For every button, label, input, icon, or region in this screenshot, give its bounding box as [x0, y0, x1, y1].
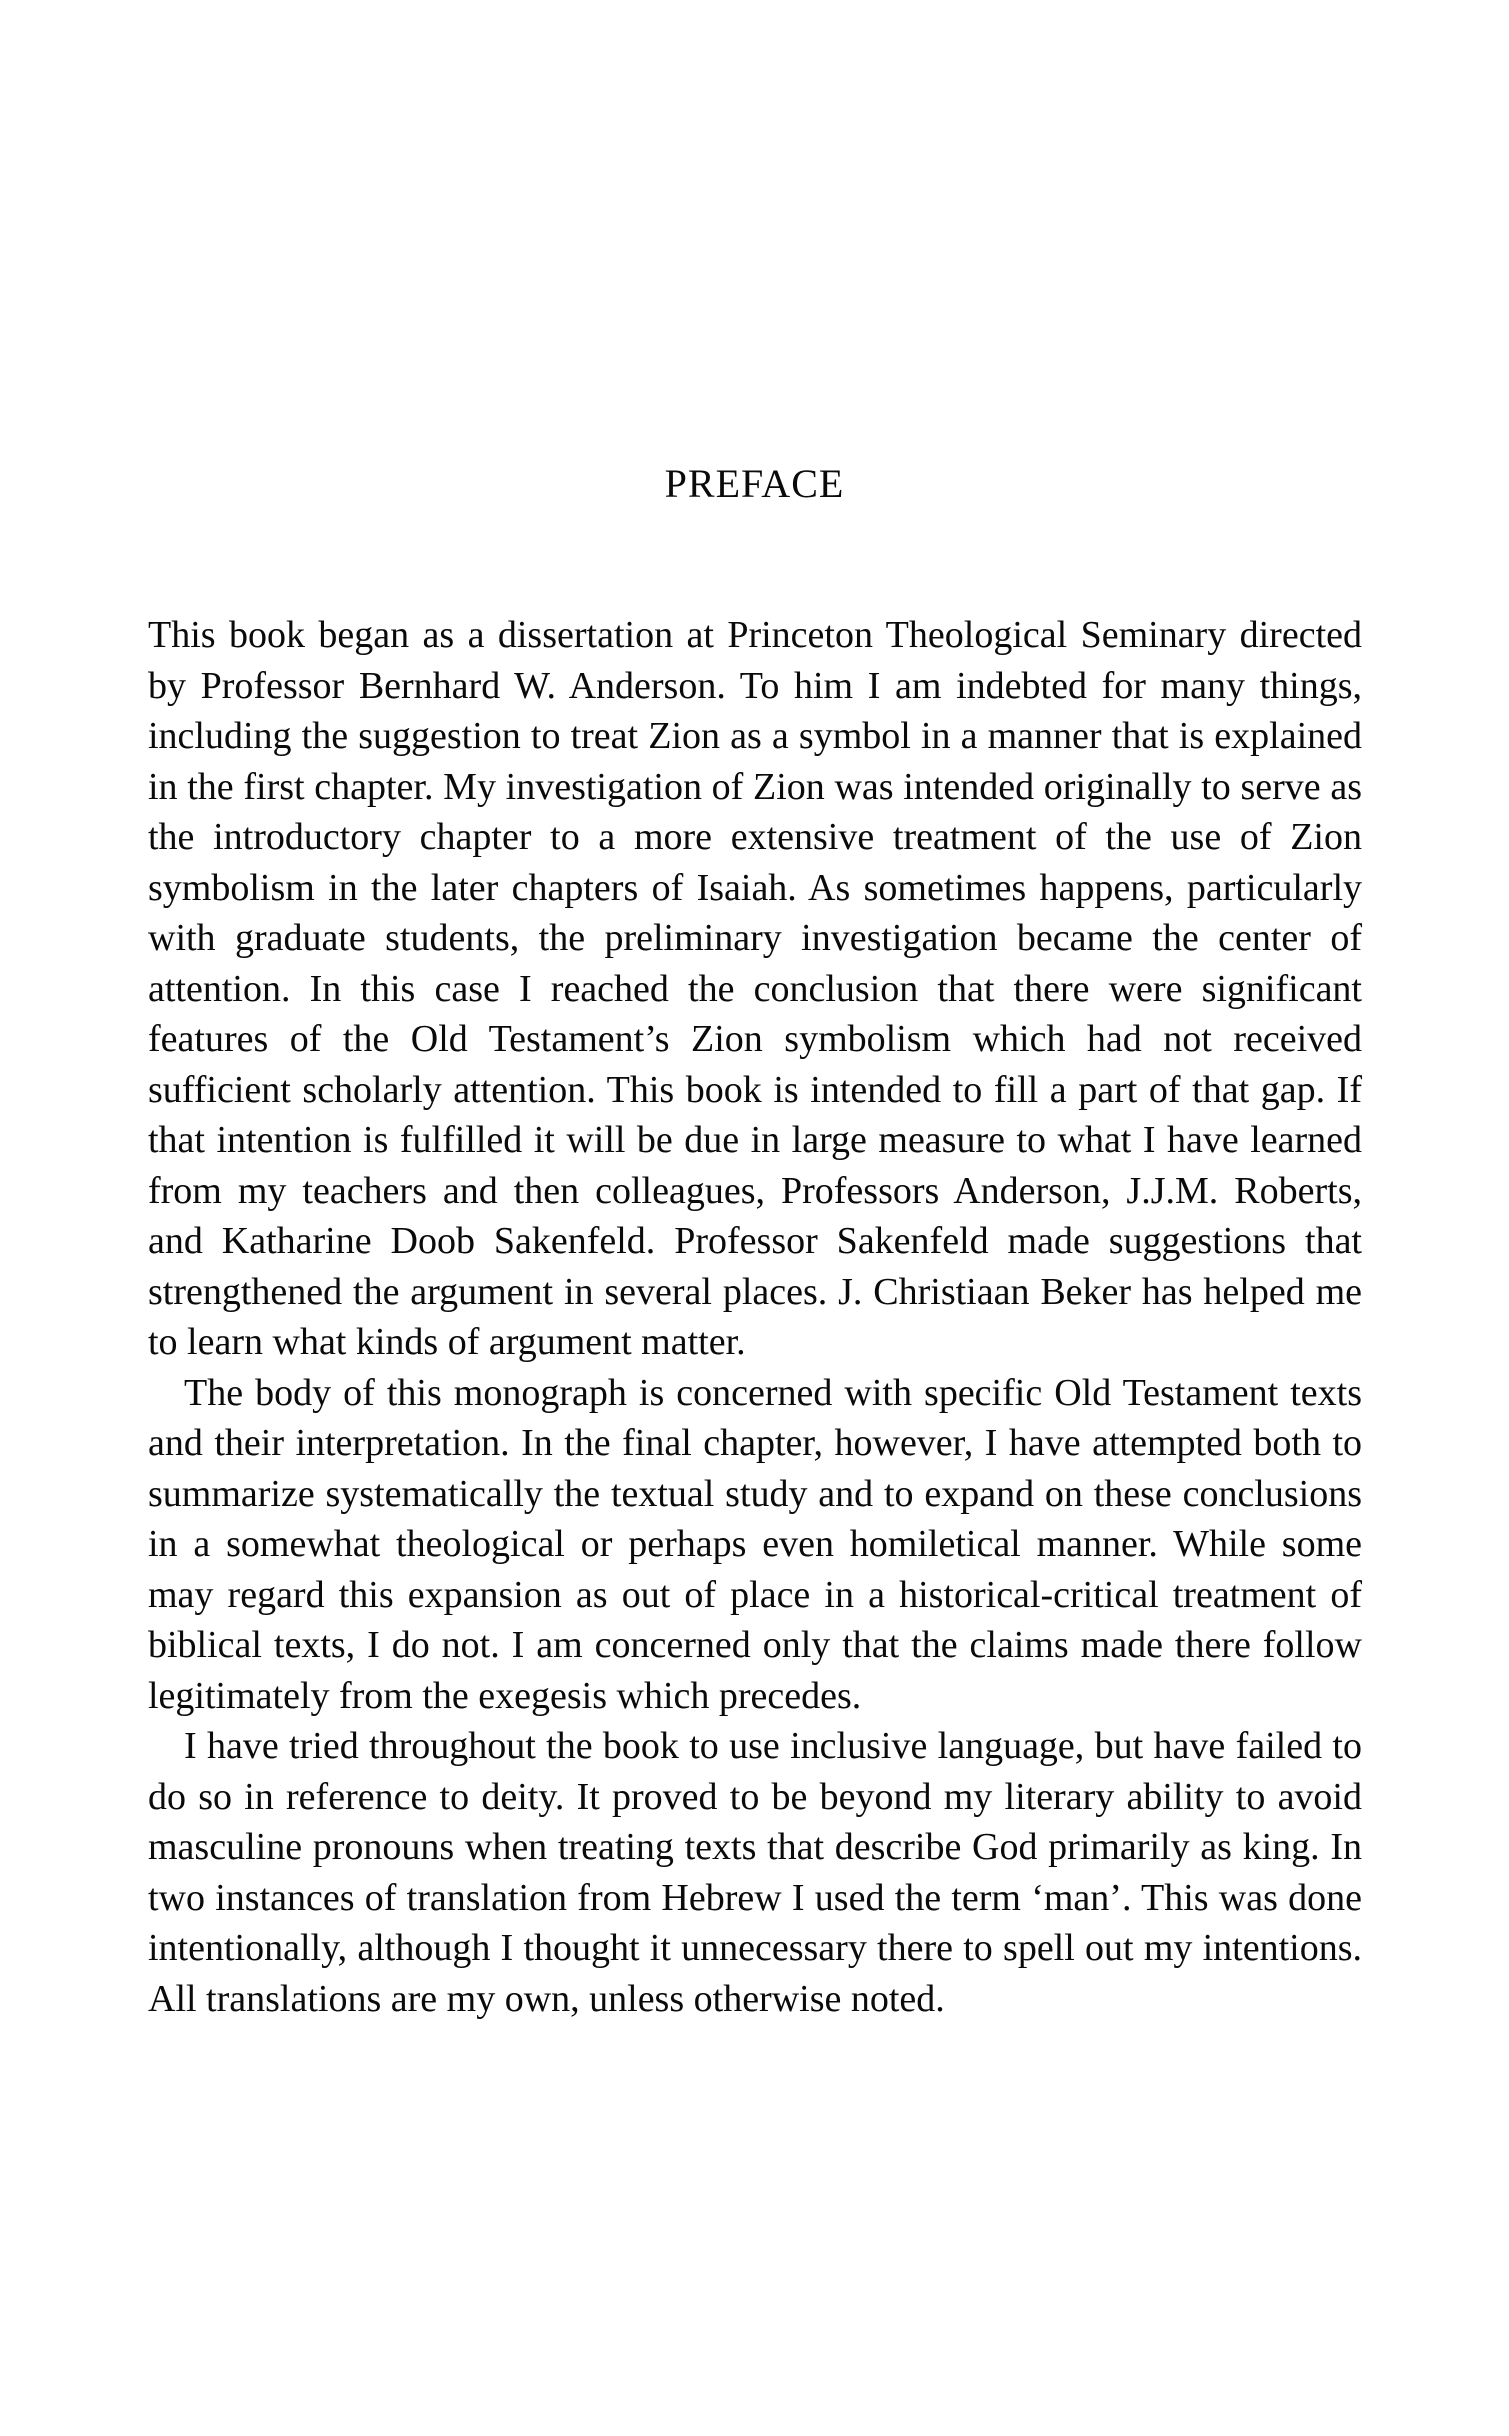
preface-body	[148, 610, 1362, 2024]
paragraph-2: The body of this monograph is concerned with specific Old Testament texts and their interpretation. In the final chapter, however, I have attempted both to summarize systematically the textual study and to expand on these conclusions in a somewhat theological or perhaps even homiletical manner. While some may regard this expansion as out of place in a historical-critical treatment of biblical texts, I do not. I am concerned only that the claims made there follow legitimately from the exegesis which precedes.	[148, 1371, 1362, 1717]
paragraph-3: I have tried throughout the book to use inclusive language, but have failed to do so in reference to deity. It proved to be beyond my literary ability to avoid masculine pronouns when treating texts that describe God primarily as king. In two instances of translation from Hebrew I used the term ‘man’. This was done intentionally, although I thought it unnecessary there to spell out my intentions. All translations are my own, unless otherwise noted.	[148, 1725, 1362, 2020]
paragraph-1: This book began as a dissertation at Princeton Theological Seminary directed by Professor Bernhard W. Anderson. To him I am indebted for many things, including the suggestion to treat Zion as a symbol in a manner that is explained in the first chapter. My investigation of Zion was intended originally to serve as the introductory chapter to a more extensive treatment of the use of Zion symbolism in the later chapters of Isaiah. As sometimes happens, particularly with graduate students, the preliminary investigation became the center of attention. In this case I reached the conclusion that there were significant features of the Old Testament’s Zion symbolism which had not received sufficient scholarly attention. This book is intended to fill a part of that gap. If that intention is fulfilled it will be due in large measure to what I have learned from my teachers and then colleagues, Professors Anderson, J.J.M. Roberts, and Katharine Doob Sakenfeld. Professor Sakenfeld made suggestions that strengthened the argument in several places. J. Christiaan Beker has helped me to learn what kinds of argument matter.	[148, 614, 1362, 1363]
page-title: PREFACE	[664, 461, 845, 506]
